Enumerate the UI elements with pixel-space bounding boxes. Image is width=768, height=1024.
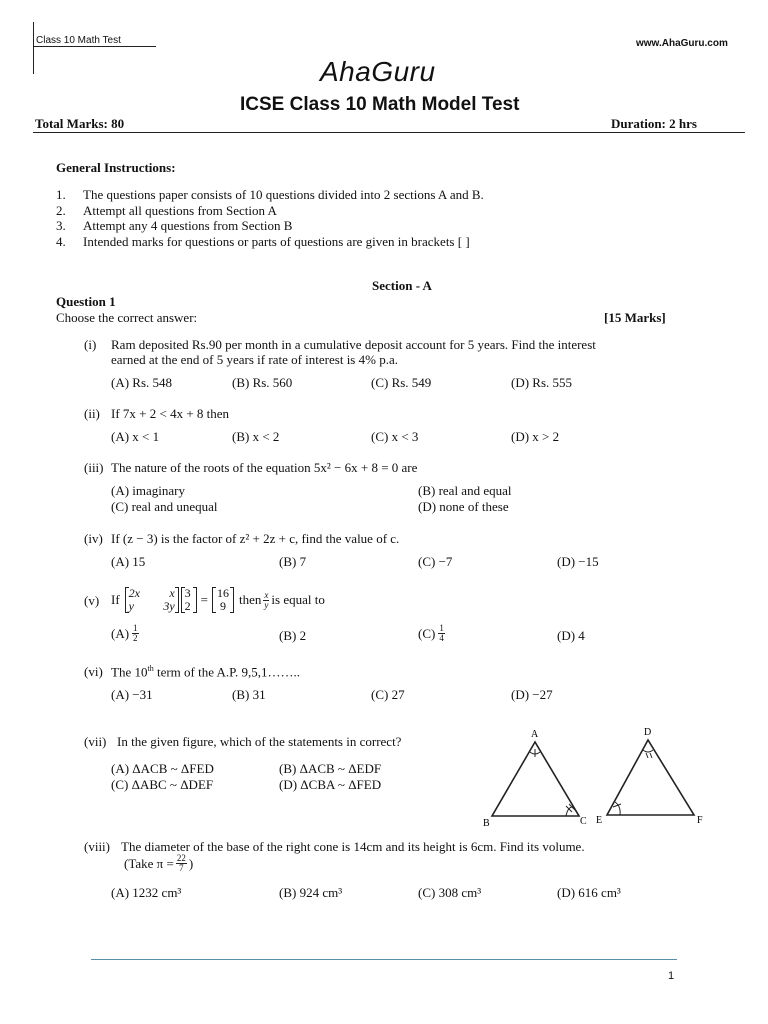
q5-option-d: (D) 4: [557, 628, 585, 643]
q2-text: If 7x + 2 < 4x + 8 then: [111, 406, 230, 421]
q5-matrix-2: [181, 587, 197, 613]
q5-m2-b: 2: [184, 599, 191, 613]
q7-text: In the given figure, which of the statements in correct?: [117, 734, 402, 749]
q7-option-b: (B) ΔACB ~ ΔEDF: [279, 761, 382, 776]
header-url: www.AhaGuru.com: [636, 38, 728, 49]
q1-option-d: (D) Rs. 555: [511, 375, 573, 390]
q6-option-d: (D) −27: [511, 687, 553, 702]
q5-option-a-den: 2: [133, 633, 138, 643]
q1-option-a: (A) Rs. 548: [111, 375, 173, 390]
q6-num: (vi): [84, 664, 103, 679]
q6-text: [111, 664, 300, 680]
tick-d-2: [650, 753, 652, 758]
q8-num: (viii): [84, 839, 110, 854]
q5-if: If: [111, 592, 120, 607]
q5-m3-a: 16: [217, 586, 230, 600]
q8-option-d: (D) 616 cm³: [557, 885, 621, 900]
q5-option-c-label: (C): [418, 625, 436, 641]
q8-pi-frac: [176, 854, 187, 873]
q2-option-b: (B) x < 2: [232, 429, 280, 444]
q8-option-a: (A) 1232 cm³: [111, 885, 182, 900]
q5-tail: is equal to: [271, 592, 325, 607]
q3-num: (iii): [84, 460, 104, 475]
q3-option-c: (C) real and unequal: [111, 499, 218, 514]
q5-equation: [111, 584, 325, 616]
q2-option-d: (D) x > 2: [511, 429, 560, 444]
q5-option-c-frac: [438, 624, 445, 643]
q5-then: then: [239, 592, 262, 607]
q5-option-a: [111, 624, 139, 643]
instruction-text-3: Attempt any 4 questions from Section B: [83, 218, 293, 233]
q1-num: (i): [84, 337, 97, 352]
q6-option-a: (A) −31: [111, 687, 153, 702]
q7-option-c: (C) ΔABC ~ ΔDEF: [111, 777, 214, 792]
q5-m1-d: 3y: [163, 599, 175, 613]
duration: Duration: 2 hrs: [611, 116, 697, 131]
tick-e: [613, 804, 621, 807]
q5-m3-b: 9: [220, 599, 227, 613]
q5-m1-b: x: [169, 586, 175, 600]
q1-option-c: (C) Rs. 549: [371, 375, 432, 390]
question-label: Question 1: [56, 294, 116, 309]
q4-option-a: (A) 15: [111, 554, 146, 569]
q6-pre: The 10: [111, 664, 148, 680]
footer-rule: [91, 959, 677, 960]
q5-frac-y: y: [264, 599, 269, 610]
angle-mark-e: [615, 802, 620, 815]
q1-line2: earned at the end of 5 years if rate of interest is 4% p.a.: [111, 352, 398, 367]
q3-option-b: (B) real and equal: [418, 483, 512, 498]
q8-pi-num: 22: [176, 853, 186, 863]
q6-sup: th: [147, 664, 154, 673]
q4-option-c: (C) −7: [418, 554, 453, 569]
q3-option-d: (D) none of these: [418, 499, 509, 514]
vertex-label-a: A: [531, 729, 539, 740]
q5-option-a-frac: [132, 624, 139, 643]
q8-option-b: (B) 924 cm³: [279, 885, 343, 900]
q4-num: (iv): [84, 531, 103, 546]
q5-option-a-label: (A): [111, 625, 130, 641]
q5-frac-x: x: [264, 589, 269, 600]
q8-pi-den: 7: [179, 863, 184, 873]
instruction-text-4: Intended marks for questions or parts of questions are given in brackets [ ]: [83, 234, 470, 249]
q1-option-b: (B) Rs. 560: [232, 375, 293, 390]
q2-num: (ii): [84, 406, 100, 421]
q3-text: The nature of the roots of the equation 5x² − 6x + 8 = 0 are: [111, 460, 418, 475]
q5-matrix-1: [125, 587, 179, 613]
q4-option-d: (D) −15: [557, 554, 599, 569]
q5-m1-c: y: [128, 599, 134, 613]
vertex-label-d: D: [644, 727, 652, 738]
instruction-num-1: 1.: [56, 187, 66, 202]
page-title: ICSE Class 10 Math Model Test: [240, 94, 520, 115]
q8-take-post: ): [188, 855, 194, 871]
header-left-label: Class 10 Math Test: [36, 35, 121, 46]
logo-text: AhaGuru: [320, 56, 436, 87]
total-marks: Total Marks: 80: [35, 116, 125, 131]
q5-m1-a: 2x: [128, 586, 140, 600]
angle-mark-d: [643, 750, 653, 752]
instruction-num-3: 3.: [56, 218, 66, 233]
q1-line1: Ram deposited Rs.90 per month in a cumulative deposit account for 5 years. Find the interest: [111, 337, 596, 352]
q6-post: term of the A.P. 9,5,1……..: [153, 664, 300, 680]
q3-option-a: (A) imaginary: [111, 483, 186, 498]
q4-text: If (z − 3) is the factor of z² + 2z + c, find the value of c.: [111, 531, 400, 546]
vertex-label-b: B: [483, 818, 490, 829]
tick-d-1: [646, 753, 648, 758]
page-number: 1: [668, 970, 675, 982]
q5-num: (v): [84, 593, 100, 608]
q5-option-c: [418, 624, 445, 643]
q6-option-c: (C) 27: [371, 687, 405, 702]
vertex-label-f: F: [697, 815, 703, 826]
q7-num: (vii): [84, 734, 107, 749]
instruction-num-2: 2.: [56, 203, 66, 218]
vertex-label-c: C: [580, 816, 587, 827]
q5-option-c-num: 1: [439, 623, 444, 633]
q8-text: The diameter of the base of the right cone is 14cm and its height is 6cm. Find its volume.: [121, 839, 585, 854]
q8-take-pre: (Take π =: [124, 855, 174, 871]
instruction-text-1: The questions paper consists of 10 questions divided into 2 sections A and B.: [83, 187, 484, 202]
q5-fraction: [263, 591, 269, 610]
q7-option-d: (D) ΔCBA ~ ΔFED: [279, 777, 382, 792]
instruction-text-2: Attempt all questions from Section A: [83, 203, 277, 218]
q5-option-c-den: 4: [439, 633, 444, 643]
vertex-label-e: E: [596, 815, 603, 826]
q5-option-a-num: 1: [133, 623, 138, 633]
q5-matrix-3: [212, 587, 234, 613]
q8-take: [124, 854, 193, 873]
q2-option-a: (A) x < 1: [111, 429, 160, 444]
q5-equals: =: [200, 592, 209, 607]
question-prompt: Choose the correct answer:: [56, 310, 198, 325]
header-underline-left: [33, 46, 156, 47]
q7-triangles-figure: [480, 722, 720, 832]
header-rule: [33, 132, 745, 133]
q4-option-b: (B) 7: [279, 554, 307, 569]
instruction-num-4: 4.: [56, 234, 66, 249]
q5-m2-a: 3: [184, 586, 191, 600]
q2-option-c: (C) x < 3: [371, 429, 419, 444]
q5-option-b: (B) 2: [279, 628, 307, 643]
q8-option-c: (C) 308 cm³: [418, 885, 482, 900]
crop-mark-vertical: [33, 22, 34, 74]
section-title: Section - A: [372, 278, 432, 293]
question-marks: [15 Marks]: [604, 310, 666, 325]
q6-option-b: (B) 31: [232, 687, 266, 702]
q7-option-a: (A) ΔACB ~ ΔFED: [111, 761, 214, 776]
instructions-heading: General Instructions:: [56, 160, 176, 175]
